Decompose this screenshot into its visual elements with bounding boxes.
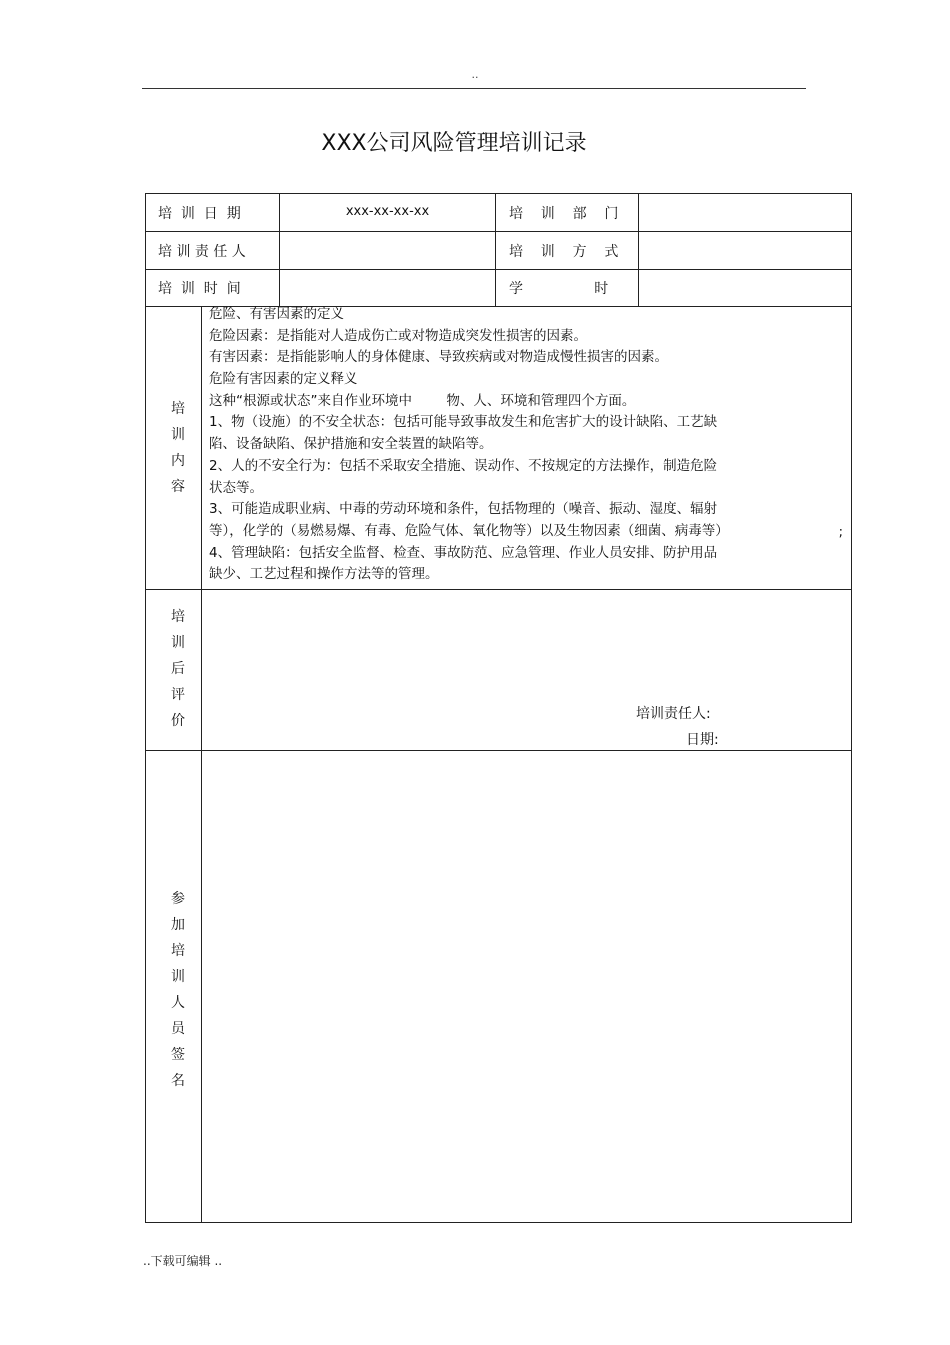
training-hours-label: 学 时	[509, 281, 609, 297]
label-char: 后	[171, 661, 185, 677]
col-divider	[495, 194, 496, 306]
signatures-area[interactable]	[202, 751, 851, 1222]
content-semicolon: ;	[838, 525, 843, 540]
header-dots: ..	[471, 68, 479, 81]
training-time-label: 培 训 时 间	[158, 281, 241, 297]
label-char: 培	[171, 401, 185, 417]
content-line: 2、人的不安全行为：包括不采取安全措施、误动作、不按规定的方法操作，制造危险	[209, 457, 718, 474]
training-content-text	[209, 304, 849, 586]
label-char: 人	[171, 995, 185, 1011]
label-char: 价	[171, 713, 185, 729]
content-line: 危险有害因素的定义释义	[209, 371, 358, 388]
footer-text: ..下载可编辑 ..	[143, 1254, 223, 1268]
label-char: 签	[171, 1047, 185, 1063]
page-title: XXX公司风险管理培训记录	[321, 131, 587, 156]
evaluation-responsible-label: 培训责任人:	[636, 706, 711, 722]
content-line: 缺少、工艺过程和操作方法等的管理。	[209, 566, 439, 583]
col-divider	[638, 194, 639, 306]
content-line: 危险、有害因素的定义	[209, 306, 344, 322]
label-char: 训	[171, 635, 185, 651]
label-char: 参	[171, 891, 185, 907]
signatures-label	[151, 886, 205, 1094]
training-owner-label: 培 训 责 任 人	[158, 244, 246, 260]
label-char: 评	[171, 687, 185, 703]
label-char: 训	[171, 427, 185, 443]
evaluation-label	[151, 604, 205, 734]
label-char: 内	[171, 453, 185, 469]
training-date-label: 培 训 日 期	[158, 206, 241, 222]
training-method-label: 培 训 方 式	[509, 244, 619, 260]
content-line: 1、物（设施）的不安全状态：包括可能导致事故发生和危害扩大的设计缺陷、工艺缺	[209, 414, 718, 431]
content-line: 状态等。	[209, 479, 263, 496]
content-line: 这种“根源或状态”来自作业环境中 物、人、环境和管理四个方面。	[209, 392, 636, 409]
training-record-form	[145, 193, 852, 1223]
label-char: 名	[171, 1073, 185, 1089]
row-divider	[146, 231, 851, 232]
evaluation-date-label: 日期:	[686, 732, 719, 748]
label-char: 训	[171, 969, 185, 985]
header-rule	[142, 88, 806, 89]
label-char: 培	[171, 609, 185, 625]
label-char: 培	[171, 943, 185, 959]
training-date-value[interactable]: xxx-xx-xx-xx	[345, 204, 430, 219]
label-char: 员	[171, 1021, 185, 1037]
training-dept-label: 培 训 部 门	[509, 206, 619, 222]
row-divider	[146, 589, 851, 590]
label-char: 加	[171, 917, 185, 933]
content-line: 4、管理缺陷：包括安全监督、检查、事故防范、应急管理、作业人员安排、防护用品	[209, 544, 718, 561]
content-line: 等），化学的（易燃易爆、有毒、危险气体、氧化物等）以及生物因素（细菌、病毒等）	[209, 522, 729, 539]
row-divider	[146, 269, 851, 270]
content-line: 有害因素：是指能影响人的身体健康、导致疾病或对物造成慢性损害的因素。	[209, 349, 668, 366]
label-char: 容	[171, 479, 185, 495]
training-content-label	[151, 396, 205, 500]
content-line: 陷、设备缺陷、保护措施和安全装置的缺陷等。	[209, 436, 493, 453]
content-line: 3、可能造成职业病、中毒的劳动环境和条件，包括物理的（噪音、振动、湿度、辐射	[209, 501, 718, 518]
content-line: 危险因素：是指能对人造成伤亡或对物造成突发性损害的因素。	[209, 327, 587, 344]
